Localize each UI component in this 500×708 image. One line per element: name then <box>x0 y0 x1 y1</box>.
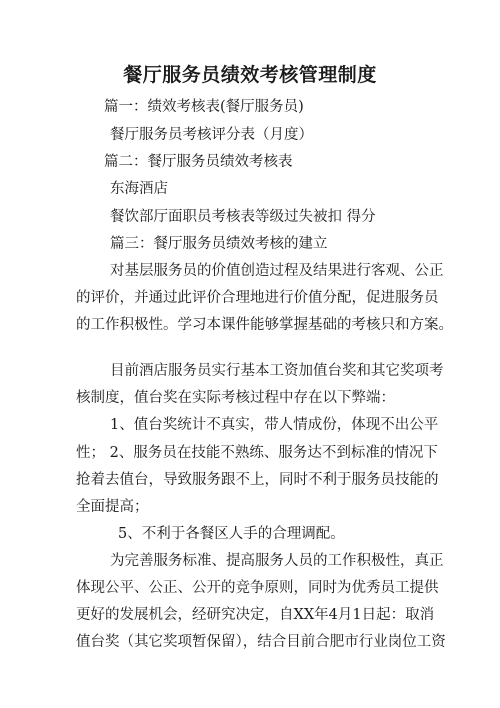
text-line: 为完善服务标准、提高服务人员的工作积极性，真正 <box>110 553 444 569</box>
text-line: 篇二：餐厅服务员绩效考核表 <box>104 154 293 170</box>
text-line: 核制度，值台奖在实际考核过程中存在以下弊端： <box>76 390 395 406</box>
text-line: 性； 2、服务员在技能不熟练、服务达不到标准的情况下 <box>76 445 438 461</box>
document-title: 餐厅服务员绩效考核管理制度 <box>123 64 377 86</box>
text-line: 更好的发展机会，经研究决定，自XX年4月1日起：取消 <box>76 607 435 623</box>
text-line: 东海酒店 <box>110 181 168 197</box>
text-line: 1、值台奖统计不真实，带人情成份，体现不出公平 <box>110 417 439 433</box>
text-line: 的工作积极性。学习本课件能够掌握基础的考核只和方案。 <box>76 317 453 333</box>
text-line: 体现公平、公正、公开的竞争原则，同时为优秀员工提供 <box>76 580 439 596</box>
text-line: 值台奖（其它奖项暂保留），结合目前合肥市行业岗位工资 <box>76 634 446 650</box>
text-line: 5、不利于各餐区人手的合理调配。 <box>118 526 345 542</box>
text-line: 对基层服务员的价值创造过程及结果进行客观、公正 <box>110 263 444 279</box>
text-line: 目前酒店服务员实行基本工资加值台奖和其它奖项考 <box>110 363 444 379</box>
text-line: 餐厅服务员考核评分表（月度） <box>110 127 313 143</box>
text-line: 篇一：绩效考核表(餐厅服务员) <box>104 99 304 115</box>
text-line: 餐饮部厅面职员考核表等级过失被扣 得分 <box>110 209 376 225</box>
text-line: 篇三：餐厅服务员绩效考核的建立 <box>110 236 328 252</box>
text-line: 的评价，并通过此评价合理地进行价值分配，促进服务员 <box>76 290 439 306</box>
text-line: 抢着去值台，导致服务跟不上，同时不利于服务员技能的 <box>76 472 439 488</box>
text-line: 全面提高； <box>76 499 149 515</box>
